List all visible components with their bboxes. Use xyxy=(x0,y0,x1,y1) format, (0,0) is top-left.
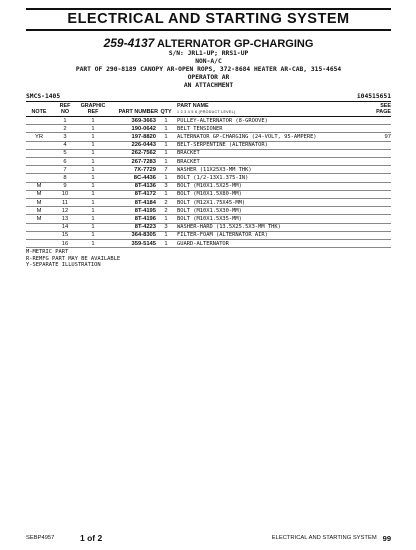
row-graphic-ref: 1 xyxy=(78,117,108,125)
row-graphic-ref: 1 xyxy=(78,133,108,141)
col-note: NOTE xyxy=(26,102,52,117)
row-part-number: 267-7283 xyxy=(108,158,158,166)
row-part-name: BOLT (1/2-13X1.375-IN) xyxy=(174,174,371,182)
part-heading xyxy=(26,36,391,90)
row-part-number: 262-7562 xyxy=(108,149,158,157)
row-graphic-ref: 1 xyxy=(78,240,108,248)
row-qty: 2 xyxy=(158,207,174,215)
table-row xyxy=(26,125,391,133)
row-see-page xyxy=(371,199,391,207)
row-part-number: 8T-4223 xyxy=(108,223,158,231)
row-graphic-ref: 1 xyxy=(78,125,108,133)
row-part-name: ALTERNATOR GP-CHARGING (24-VOLT, 95-AMPERE) xyxy=(174,133,371,141)
row-part-name: FILTER-FOAM (ALTERNATOR AIR) xyxy=(174,231,371,239)
table-row xyxy=(26,199,391,207)
table-row xyxy=(26,133,391,141)
row-part-name: BOLT (M12X1.75X45-MM) xyxy=(174,199,371,207)
config-line: NON-A/C xyxy=(195,58,222,65)
row-qty: 1 xyxy=(158,149,174,157)
row-ref-no: 12 xyxy=(52,207,78,215)
row-note: M xyxy=(26,215,52,223)
row-ref-no: 15 xyxy=(52,231,78,239)
page-of: 1 of 2 xyxy=(80,533,103,543)
table-row xyxy=(26,215,391,223)
table-row xyxy=(26,223,391,231)
row-qty: 1 xyxy=(158,125,174,133)
row-graphic-ref: 1 xyxy=(78,149,108,157)
row-see-page xyxy=(371,174,391,182)
row-see-page xyxy=(371,125,391,133)
row-note xyxy=(26,240,52,248)
row-graphic-ref: 1 xyxy=(78,166,108,174)
row-part-name: BELT-SERPENTINE (ALTERNATOR) xyxy=(174,141,371,149)
row-ref-no: 10 xyxy=(52,190,78,198)
table-row xyxy=(26,207,391,215)
row-see-page xyxy=(371,215,391,223)
row-part-number: 369-3663 xyxy=(108,117,158,125)
row-ref-no: 7 xyxy=(52,166,78,174)
row-part-name: BOLT (M10X1.5X80-MM) xyxy=(174,190,371,198)
row-qty: 1 xyxy=(158,158,174,166)
row-part-number: 226-0443 xyxy=(108,141,158,149)
row-part-name: WASHER-HARD (13.5X25.5X3-MM THK) xyxy=(174,223,371,231)
row-part-number: 8T-4184 xyxy=(108,199,158,207)
row-qty: 1 xyxy=(158,231,174,239)
row-part-name: PULLEY-ALTERNATOR (8-GROOVE) xyxy=(174,117,371,125)
row-graphic-ref: 1 xyxy=(78,182,108,190)
system-title: ELECTRICAL AND STARTING SYSTEM xyxy=(26,8,391,31)
row-note xyxy=(26,166,52,174)
row-ref-no: 3 xyxy=(52,133,78,141)
table-header-row xyxy=(26,102,391,117)
col-graphic-ref: GRAPHIC REF xyxy=(78,102,108,117)
row-graphic-ref: 1 xyxy=(78,231,108,239)
row-qty: 1 xyxy=(158,215,174,223)
row-see-page xyxy=(371,141,391,149)
row-qty: 1 xyxy=(158,133,174,141)
row-ref-no: 1 xyxy=(52,117,78,125)
row-part-name: BOLT (M10X1.5X35-MM) xyxy=(174,215,371,223)
page-number: 99 xyxy=(382,533,391,543)
row-part-name: GUARD-ALTERNATOR xyxy=(174,240,371,248)
row-note xyxy=(26,149,52,157)
row-qty: 3 xyxy=(158,223,174,231)
row-ref-no: 9 xyxy=(52,182,78,190)
row-part-name: BOLT (M10X1.5X30-MM) xyxy=(174,207,371,215)
row-graphic-ref: 1 xyxy=(78,199,108,207)
row-part-name: WASHER (11X25X3-MM THK) xyxy=(174,166,371,174)
row-part-number: 7X-7729 xyxy=(108,166,158,174)
col-part-name: PART NAME 1 2 3 4 5 6 (PRODUCT LEVEL) xyxy=(174,102,371,117)
row-see-page xyxy=(371,149,391,157)
row-part-name: BRACKET xyxy=(174,149,371,157)
row-ref-no: 11 xyxy=(52,199,78,207)
col-see-page: SEE PAGE xyxy=(371,102,391,117)
row-qty: 1 xyxy=(158,174,174,182)
col-qty: QTY xyxy=(158,102,174,117)
parts-table xyxy=(26,102,391,248)
row-see-page xyxy=(371,117,391,125)
row-note: M xyxy=(26,182,52,190)
row-part-number: 364-8305 xyxy=(108,231,158,239)
row-qty: 2 xyxy=(158,199,174,207)
row-ref-no: 6 xyxy=(52,158,78,166)
row-qty: 7 xyxy=(158,166,174,174)
illustration-ref: i04515651 xyxy=(356,93,391,100)
table-row xyxy=(26,149,391,157)
row-part-number: 197-8820 xyxy=(108,133,158,141)
row-see-page xyxy=(371,166,391,174)
legend-remfg: R-REMFG PART MAY BE AVAILABLE xyxy=(26,255,121,262)
row-see-page xyxy=(371,240,391,248)
row-note xyxy=(26,174,52,182)
row-part-number: 8T-4196 xyxy=(108,215,158,223)
row-see-page xyxy=(371,207,391,215)
row-part-number: 8T-4172 xyxy=(108,190,158,198)
row-note: YR xyxy=(26,133,52,141)
row-note: M xyxy=(26,207,52,215)
row-note: M xyxy=(26,190,52,198)
row-qty: 1 xyxy=(158,141,174,149)
attachment-line: AN ATTACHMENT xyxy=(183,82,234,89)
row-qty: 1 xyxy=(158,190,174,198)
table-row xyxy=(26,141,391,149)
row-graphic-ref: 1 xyxy=(78,158,108,166)
row-note: M xyxy=(26,199,52,207)
legend-metric: M-METRIC PART xyxy=(26,249,69,256)
page-footer xyxy=(26,531,391,545)
table-row xyxy=(26,231,391,239)
row-note xyxy=(26,117,52,125)
row-see-page xyxy=(371,158,391,166)
row-see-page xyxy=(371,182,391,190)
row-ref-no: 13 xyxy=(52,215,78,223)
table-row xyxy=(26,158,391,166)
col-ref-no: REF NO xyxy=(52,102,78,117)
row-ref-no: 4 xyxy=(52,141,78,149)
smcs-bar xyxy=(26,93,391,102)
footer-section: ELECTRICAL AND STARTING SYSTEM xyxy=(271,535,377,541)
row-part-name: BELT TENSIONER xyxy=(174,125,371,133)
row-note xyxy=(26,125,52,133)
row-note xyxy=(26,158,52,166)
row-qty: 1 xyxy=(158,117,174,125)
table-row xyxy=(26,174,391,182)
row-see-page xyxy=(371,231,391,239)
row-part-name: BRACKET xyxy=(174,158,371,166)
legend xyxy=(26,249,391,268)
row-graphic-ref: 1 xyxy=(78,141,108,149)
row-graphic-ref: 1 xyxy=(78,190,108,198)
row-note xyxy=(26,231,52,239)
col-part-number: PART NUMBER xyxy=(108,102,158,117)
row-see-page: 97 xyxy=(371,133,391,141)
row-graphic-ref: 1 xyxy=(78,174,108,182)
row-ref-no: 14 xyxy=(52,223,78,231)
row-note xyxy=(26,141,52,149)
table-row xyxy=(26,182,391,190)
group-part-title: ALTERNATOR GP-CHARGING xyxy=(156,38,314,50)
table-row xyxy=(26,117,391,125)
row-qty: 3 xyxy=(158,182,174,190)
part-of-line: PART OF 290-8189 CANOPY AR-OPEN ROPS, 372-8684 HEATER AR-CAB, 315-4654 xyxy=(75,66,342,73)
row-part-number: 359-5145 xyxy=(108,240,158,248)
part-title-line xyxy=(26,36,391,50)
row-note xyxy=(26,223,52,231)
table-row xyxy=(26,190,391,198)
row-ref-no: 2 xyxy=(52,125,78,133)
row-part-name: BOLT (M10X1.5X25-MM) xyxy=(174,182,371,190)
row-see-page xyxy=(371,190,391,198)
table-row xyxy=(26,166,391,174)
row-part-number: 8T-4195 xyxy=(108,207,158,215)
parts-page xyxy=(26,8,391,268)
row-ref-no: 5 xyxy=(52,149,78,157)
doc-id: SEBP4957 xyxy=(26,535,55,541)
operator-line: OPERATOR AR xyxy=(187,74,230,81)
row-part-number: 8T-4136 xyxy=(108,182,158,190)
row-ref-no: 8 xyxy=(52,174,78,182)
row-graphic-ref: 1 xyxy=(78,223,108,231)
row-qty: 1 xyxy=(158,240,174,248)
row-ref-no: 16 xyxy=(52,240,78,248)
legend-separate-illustration: Y-SEPARATE ILLUSTRATION xyxy=(26,261,101,268)
row-part-number: 8C-4436 xyxy=(108,174,158,182)
row-part-number: 190-0642 xyxy=(108,125,158,133)
table-row xyxy=(26,240,391,248)
group-part-number: 259-4137 xyxy=(103,36,155,50)
serial-line: S/N: JRL1-UP; RRS1-UP xyxy=(168,50,249,57)
smcs-code: SMCS-1405 xyxy=(26,93,61,100)
row-see-page xyxy=(371,223,391,231)
row-graphic-ref: 1 xyxy=(78,215,108,223)
product-level-scale: 1 2 3 4 5 6 (PRODUCT LEVEL) xyxy=(177,110,236,114)
row-graphic-ref: 1 xyxy=(78,207,108,215)
